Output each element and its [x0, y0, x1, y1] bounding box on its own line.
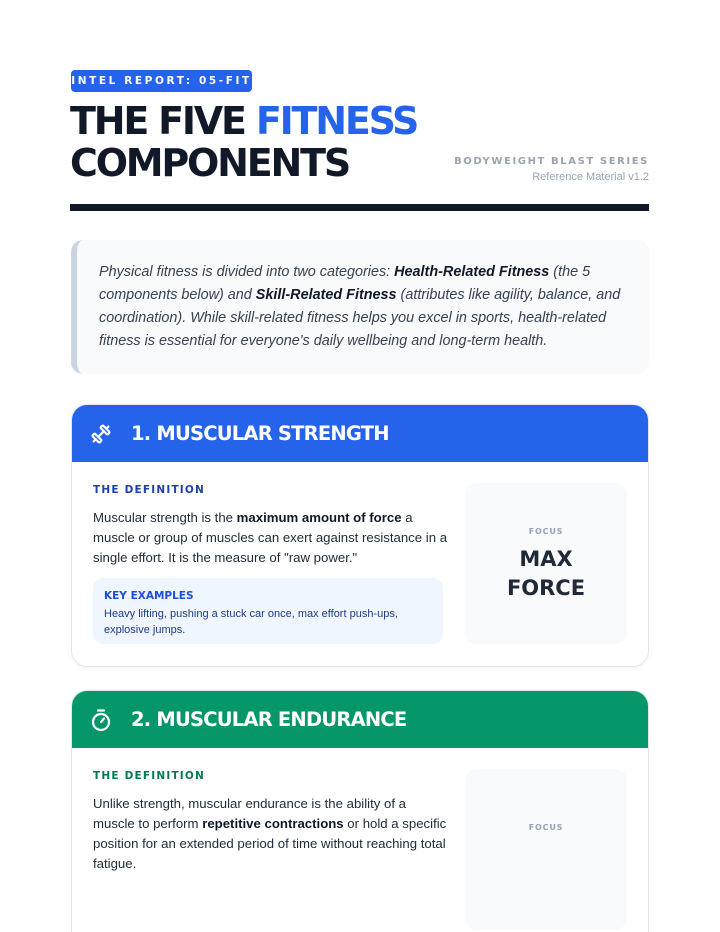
definition-emphasis: repetitive contractions [202, 816, 344, 831]
definition-part: or hold a specific position for an extended period of time without reaching total fatigue. [93, 816, 447, 871]
card-header [72, 405, 648, 462]
intro-part: (the 5 components below) and [99, 264, 591, 303]
definition-label: THE DEFINITION [93, 770, 206, 782]
stopwatch-icon [88, 707, 114, 733]
series-subtitle: Reference Material v1.2 [532, 171, 649, 183]
focus-label: FOCUS [528, 823, 564, 832]
focus-value-line: FORCE [506, 576, 586, 600]
title-line-1 [70, 100, 417, 142]
examples-label: KEY EXAMPLES [104, 590, 194, 602]
card-header [72, 691, 648, 748]
definition-part: Muscular strength is the [93, 510, 237, 525]
focus-box [465, 483, 627, 644]
definition-emphasis: maximum amount of force [236, 510, 402, 525]
focus-label: FOCUS [528, 527, 564, 536]
series-info [454, 155, 649, 185]
intro-text [99, 261, 629, 353]
title-part: THE FIVE [70, 99, 256, 143]
definition-part: a muscle or group of muscles can exert against resistance in a single effort. It is the measure of "raw power." [93, 510, 448, 565]
definition-text [93, 794, 448, 874]
component-card-muscular-endurance [71, 690, 649, 932]
intro-emphasis: Skill-Related Fitness [255, 287, 397, 303]
key-examples-box [93, 578, 443, 644]
card-title: 2. MUSCULAR ENDURANCE [131, 708, 407, 731]
report-tag: INTEL REPORT: 05-FIT [71, 70, 252, 92]
examples-text: Heavy lifting, pushing a stuck car once, max effort push-ups, explosive jumps. [104, 608, 398, 636]
title-line-2: COMPONENTS [70, 141, 350, 185]
definition-part: Unlike strength, muscular endurance is the ability of a muscle to perform [93, 796, 406, 831]
focus-value-line: MAX [519, 547, 573, 571]
intro-part: (attributes like agility, balance, and coordination). While skill-related fitness helps you excel in sports, health-related fitness is essential for everyone's daily wellbeing and long-term health. [99, 287, 621, 349]
title-divider [70, 204, 649, 211]
title-accent: FITNESS [255, 99, 418, 143]
dumbbell-icon [88, 421, 114, 447]
definition-text [93, 508, 448, 568]
focus-value [465, 545, 627, 603]
card-title: 1. MUSCULAR STRENGTH [131, 422, 389, 445]
intro-callout [71, 240, 649, 374]
definition-label: THE DEFINITION [93, 484, 206, 496]
intro-emphasis: Health-Related Fitness [394, 264, 550, 280]
series-name: BODYWEIGHT BLAST SERIES [454, 156, 649, 167]
intro-part: Physical fitness is divided into two categories: [99, 264, 395, 280]
page-title [70, 100, 417, 184]
component-card-muscular-strength [71, 404, 649, 667]
focus-box [465, 769, 627, 930]
